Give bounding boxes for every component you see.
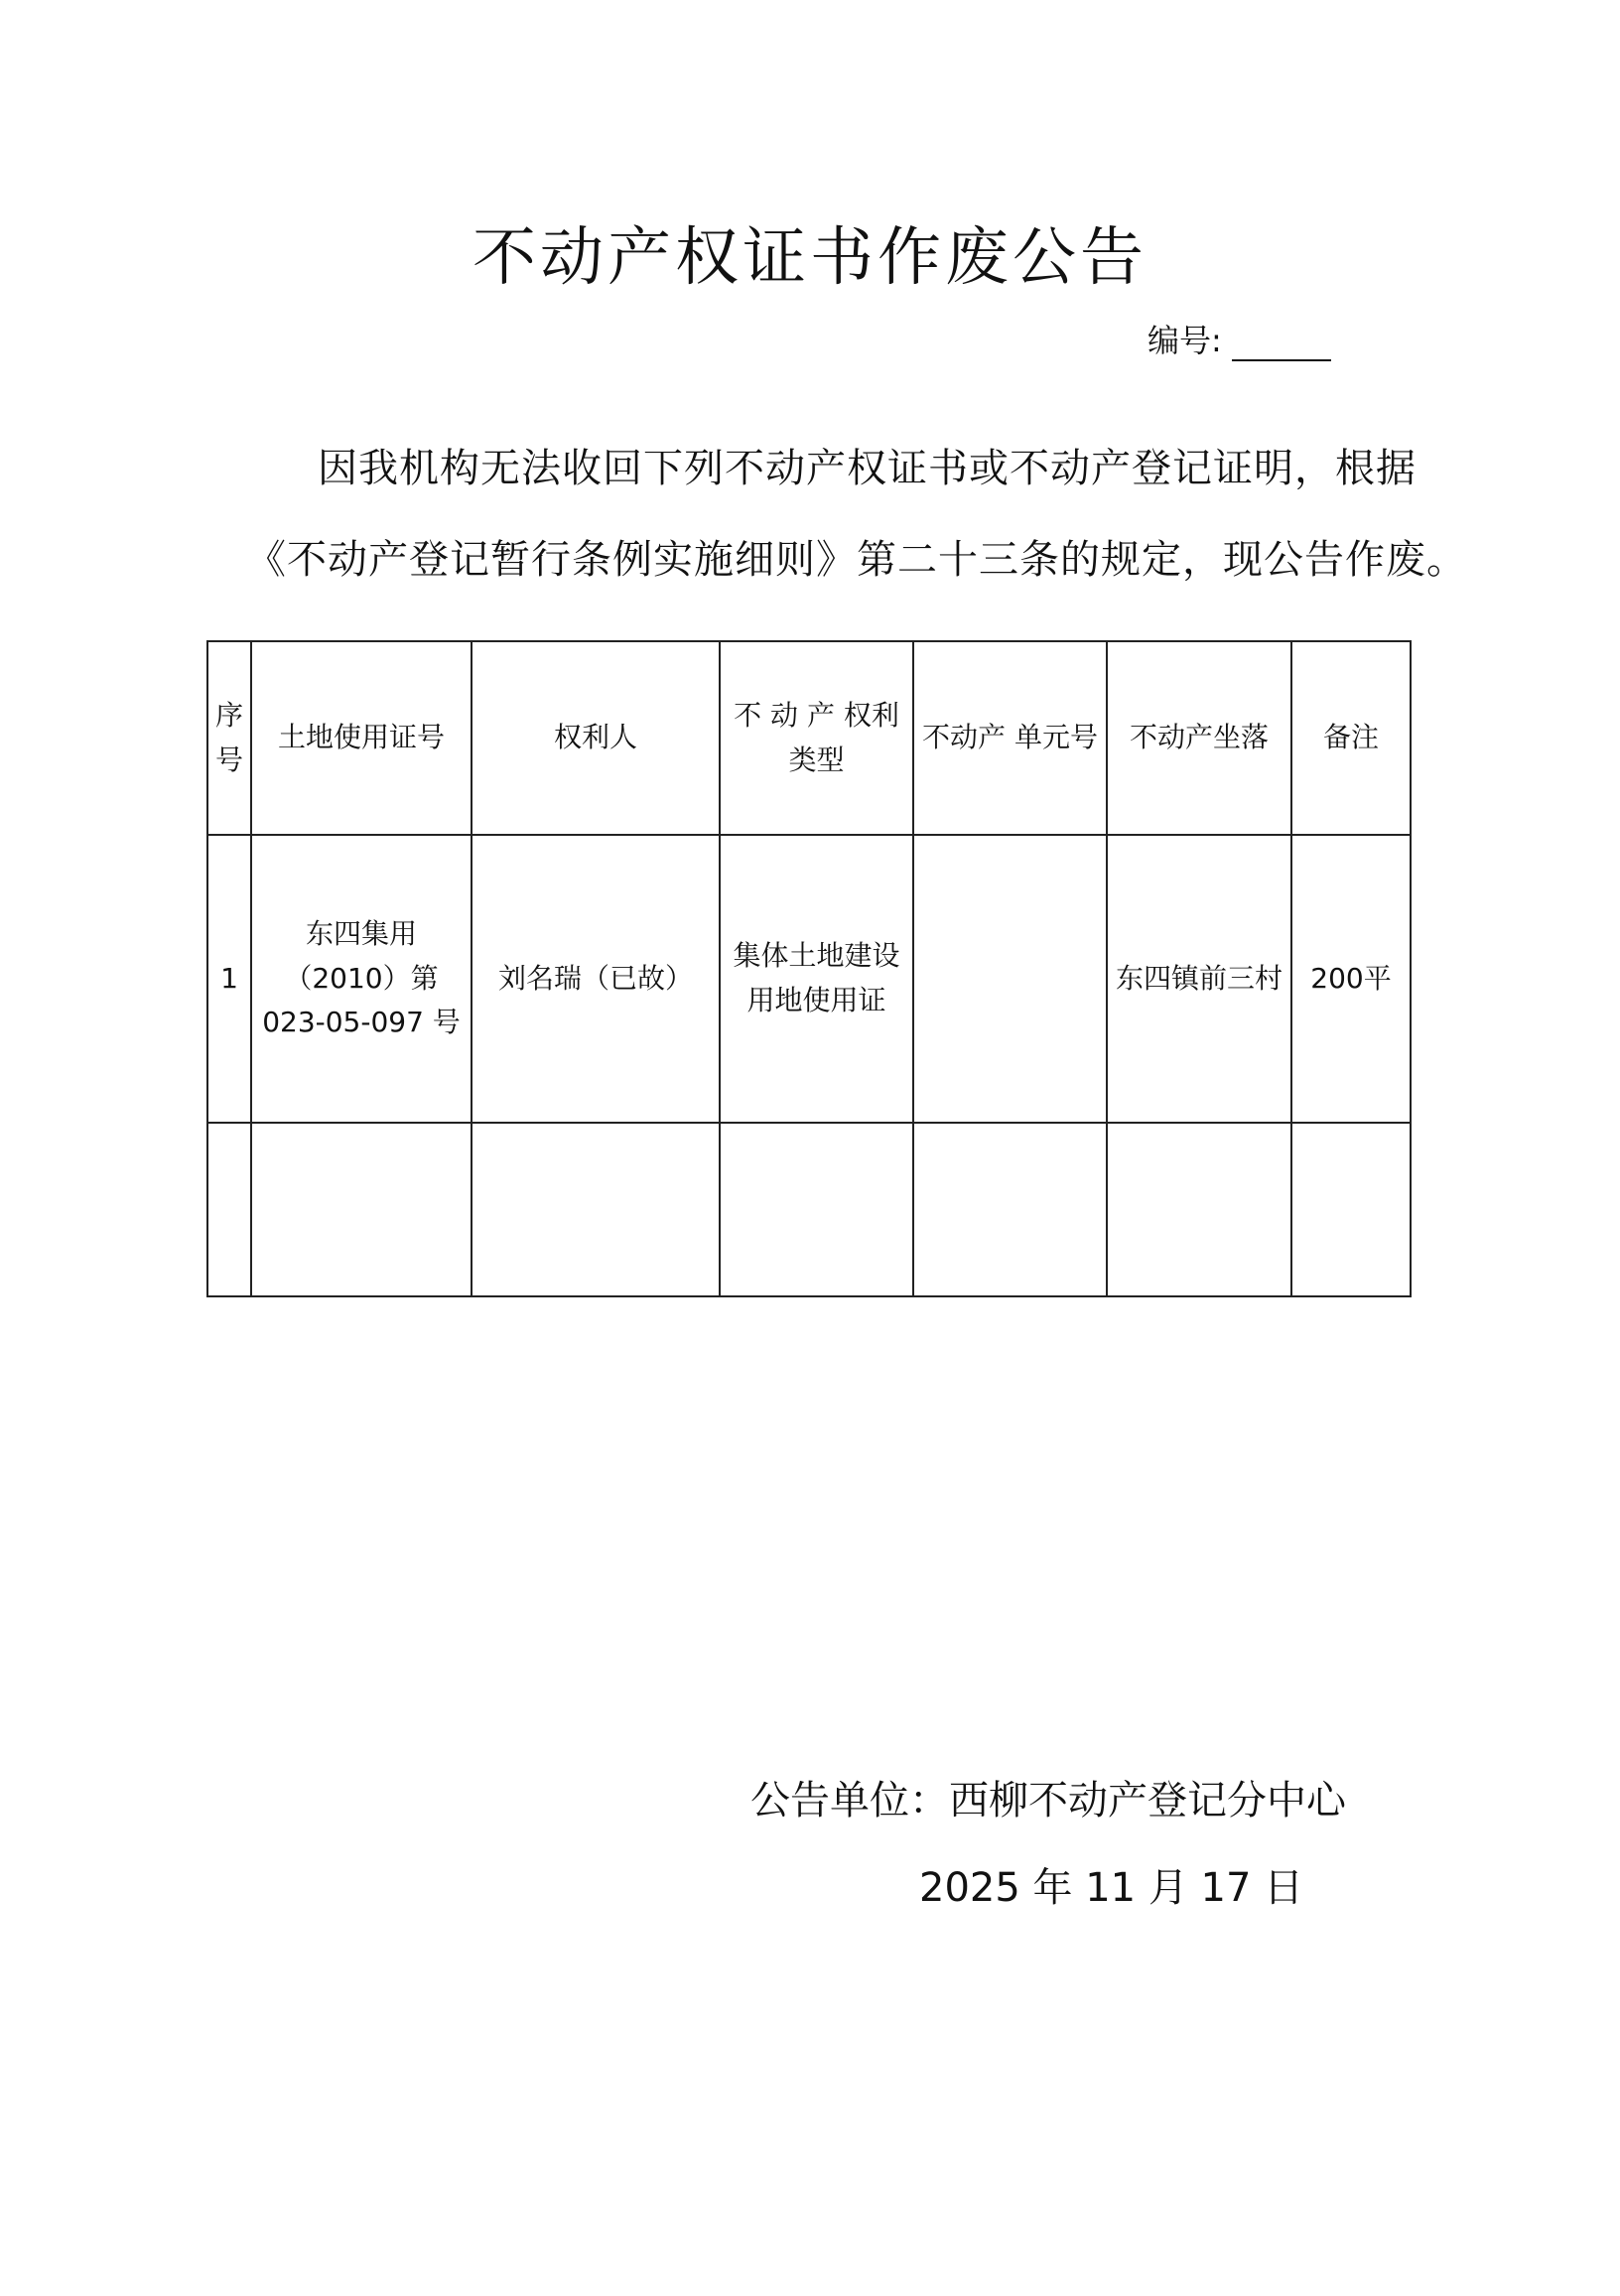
cell-seq: 1 xyxy=(207,835,251,1123)
notice-date: 2025 年 11 月 17 日 xyxy=(919,1865,1304,1911)
header-cert-no: 土地使用证号 xyxy=(251,641,472,835)
issuing-unit: 公告单位：西柳不动产登记分中心 xyxy=(750,1778,1346,1823)
document-number xyxy=(1148,316,1331,361)
header-location: 不动产坐落 xyxy=(1107,641,1291,835)
cell-unit-no xyxy=(913,835,1107,1123)
table-row xyxy=(207,835,1411,1123)
document-number-blank xyxy=(1232,330,1331,361)
document-number-label: 编号: xyxy=(1148,322,1222,359)
cell-seq xyxy=(207,1123,251,1296)
cell-cert-no: 东四集用（2010）第 023-05-097 号 xyxy=(251,835,472,1123)
header-unit-no: 不动产 单元号 xyxy=(913,641,1107,835)
notice-paragraph-line-1: 因我机构无法收回下列不动产权证书或不动产登记证明，根据 xyxy=(318,446,1417,491)
cell-right-type xyxy=(720,1123,913,1296)
cell-location: 东四镇前三村 xyxy=(1107,835,1291,1123)
void-certificate-table xyxy=(206,640,1412,1297)
header-holder: 权利人 xyxy=(472,641,720,835)
header-remark: 备注 xyxy=(1291,641,1411,835)
table-row xyxy=(207,1123,1411,1296)
cell-location xyxy=(1107,1123,1291,1296)
cell-remark: 200平 xyxy=(1291,835,1411,1123)
cell-holder: 刘名瑞（已故） xyxy=(472,835,720,1123)
notice-paragraph-line-2: 《不动产登记暂行条例实施细则》第二十三条的规定，现公告作废。 xyxy=(246,537,1467,583)
cell-cert-no xyxy=(251,1123,472,1296)
header-right-type: 不 动 产 权利类型 xyxy=(720,641,913,835)
cell-holder xyxy=(472,1123,720,1296)
cell-remark xyxy=(1291,1123,1411,1296)
cell-right-type: 集体土地建设用地使用证 xyxy=(720,835,913,1123)
page-title: 不动产权证书作废公告 xyxy=(472,221,1148,295)
cell-unit-no xyxy=(913,1123,1107,1296)
table-header-row xyxy=(207,641,1411,835)
header-seq: 序号 xyxy=(207,641,251,835)
